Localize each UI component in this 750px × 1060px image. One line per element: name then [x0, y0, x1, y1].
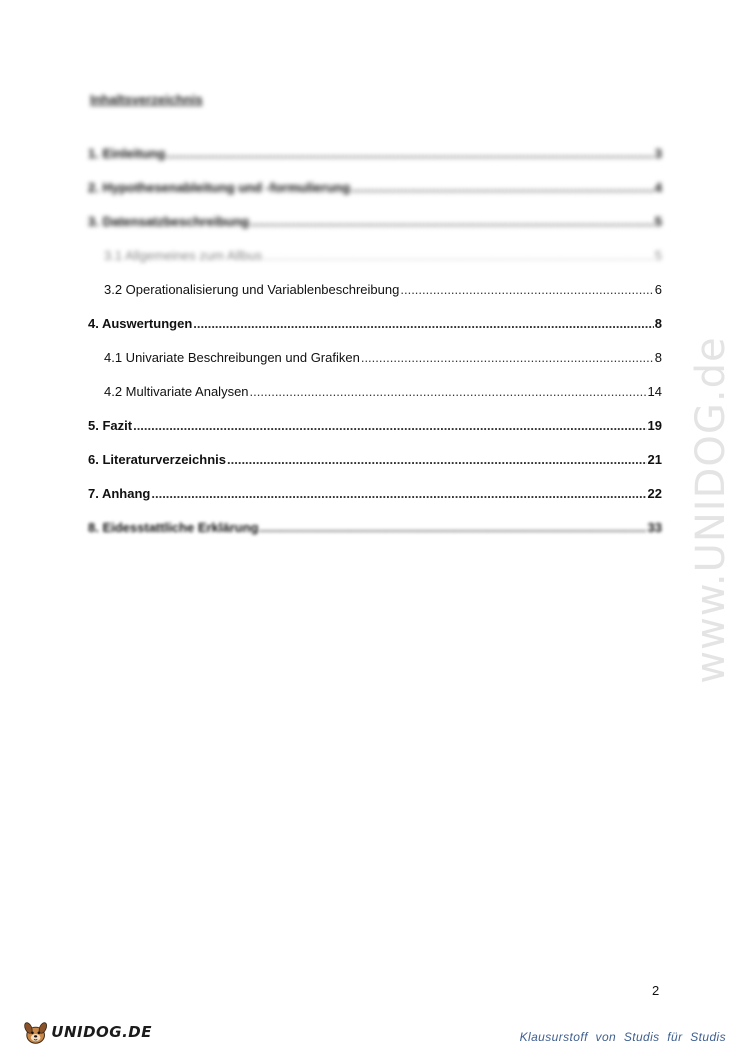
toc-entry-label: 1. Einleitung	[88, 146, 166, 161]
toc-leader	[193, 316, 654, 331]
toc-entry-label: 6. Literaturverzeichnis	[88, 452, 226, 467]
toc-entry	[88, 384, 662, 418]
toc-entry	[88, 180, 662, 214]
toc-entry-page: 4	[654, 180, 662, 195]
toc-leader	[227, 452, 647, 467]
toc-entry-page: 33	[647, 520, 662, 535]
toc-entry-label: 3.1 Allgemeines zum Allbus	[104, 248, 263, 263]
page-title: Inhaltsverzeichnis	[90, 92, 203, 107]
toc-entry-label: 2. Hypothesenableitung und -formulierung	[88, 180, 351, 195]
toc-entry	[88, 452, 662, 486]
toc-entry-label: 5. Fazit	[88, 418, 133, 433]
toc-leader	[361, 350, 654, 365]
toc-entry-page: 22	[647, 486, 662, 501]
toc-entry-label: 8. Eidesstattliche Erklärung	[88, 520, 259, 535]
toc-entry-label: 3. Datensatzbeschreibung	[88, 214, 250, 229]
toc-entry-page: 19	[647, 418, 662, 433]
toc-entry	[88, 350, 662, 384]
toc-entry	[88, 146, 662, 180]
toc-leader	[133, 418, 646, 433]
toc-entry-page: 6	[654, 282, 662, 297]
toc-entry-page: 21	[647, 452, 662, 467]
toc-leader	[151, 486, 646, 501]
toc-entry-page: 5	[654, 214, 662, 229]
toc-entry-page: 8	[654, 350, 662, 365]
page-number: 2	[652, 983, 660, 998]
toc-entry-page: 8	[654, 316, 662, 331]
toc-entry	[88, 316, 662, 350]
toc-leader	[400, 282, 653, 297]
toc-entry-label: 4.2 Multivariate Analysen	[104, 384, 249, 399]
toc-entry-page: 5	[654, 248, 662, 263]
logo-wordmark: UNIDOG.DE	[51, 1023, 152, 1041]
toc-leader	[263, 248, 654, 263]
toc-entry	[88, 486, 662, 520]
toc-entry	[88, 282, 662, 316]
toc-entry-label: 4. Auswertungen	[88, 316, 193, 331]
dog-mascot-icon	[22, 1015, 49, 1049]
footer-logo	[22, 1014, 152, 1050]
toc-entry	[88, 248, 662, 282]
toc-entry	[88, 520, 662, 554]
toc-leader	[250, 384, 647, 399]
toc-entry	[88, 214, 662, 248]
toc-entry-label: 7. Anhang	[88, 486, 151, 501]
toc-entry-label: 3.2 Operationalisierung und Variablenbeschreibung	[104, 282, 400, 297]
toc-leader	[250, 214, 654, 229]
toc-leader	[166, 146, 653, 161]
toc-entry-label: 4.1 Univariate Beschreibungen und Grafiken	[104, 350, 360, 365]
toc-leader	[260, 520, 647, 535]
footer-tagline: Klausurstoff von Studis für Studis	[519, 1030, 726, 1044]
toc-entry	[88, 418, 662, 452]
toc-entry-page: 14	[647, 384, 662, 399]
toc-leader	[351, 180, 654, 195]
watermark-text: www.UNIDOG.de	[688, 336, 734, 684]
toc-entry-page: 3	[654, 146, 662, 161]
table-of-contents	[88, 146, 662, 554]
